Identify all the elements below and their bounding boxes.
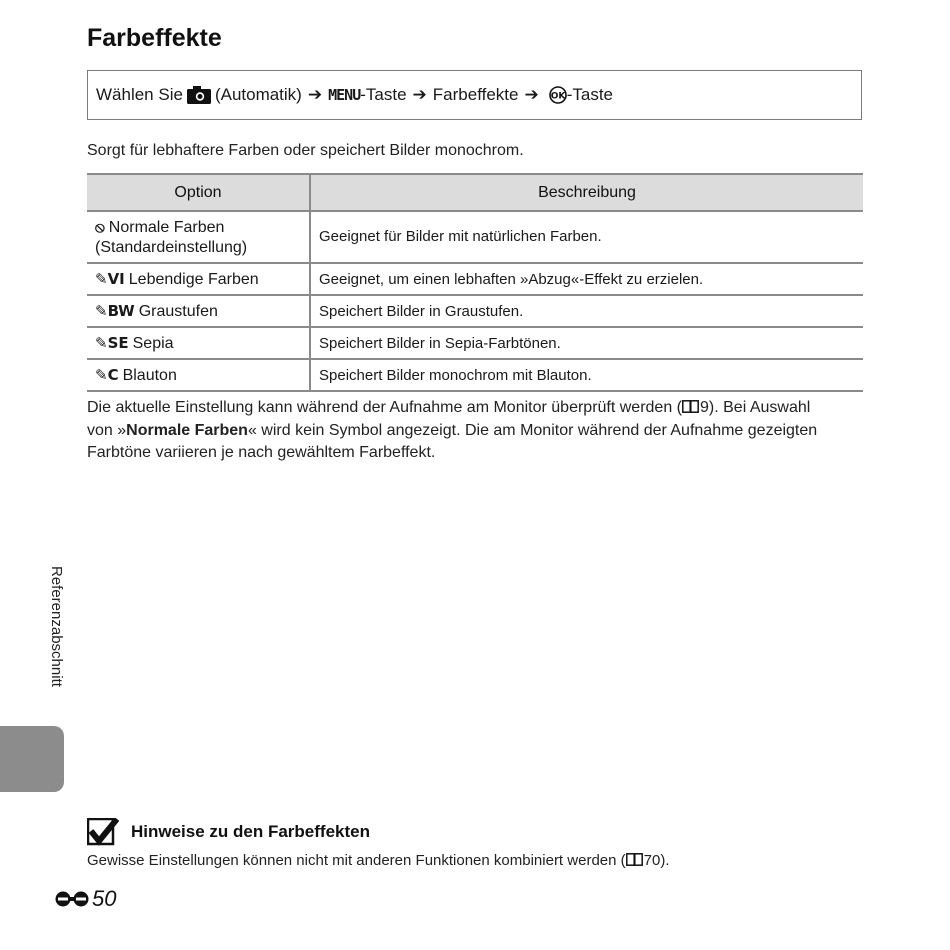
option-label-sub: (Standardeinstellung) — [95, 238, 248, 256]
nav-prefix: Wählen Sie — [96, 85, 183, 104]
svg-text:OK: OK — [550, 91, 566, 102]
note-text: « wird kein Symbol angezeigt. Die am Monitor während der Aufnahme gezeigten Farbtöne variieren je nach gewähltem Farbeffekt. — [87, 421, 818, 461]
option-label: Blauton — [122, 366, 177, 384]
option-cell — [87, 211, 310, 263]
table-row — [87, 263, 863, 295]
header-option: Option — [87, 174, 310, 211]
table-header-row — [87, 174, 863, 211]
section-tab — [0, 726, 64, 792]
option-label: Normale Farben — [108, 218, 225, 236]
ok-suffix: -Taste — [566, 85, 614, 104]
description-cell: Geeignet, um einen lebhaften »Abzug«-Effekt zu erzielen. — [310, 263, 863, 295]
cyanotype-icon: ✎C — [95, 365, 119, 384]
page-number — [54, 886, 116, 912]
note-bold-term: Normale Farben — [126, 421, 248, 439]
sepia-icon: ✎SE — [95, 333, 129, 352]
note-paragraph — [87, 397, 837, 465]
description-cell: Speichert Bilder monochrom mit Blauton. — [310, 359, 863, 391]
note-text: ). Bei Auswahl von » — [87, 399, 811, 439]
hint-body: ). — [660, 852, 670, 869]
table-row — [87, 295, 863, 327]
option-cell — [87, 327, 310, 359]
page-ref[interactable]: 9 — [700, 399, 709, 416]
hint-title: Hinweise zu den Farbeffekten — [131, 822, 370, 841]
nav-mode: (Automatik) — [214, 85, 302, 104]
table-row — [87, 359, 863, 391]
page-number-value: 50 — [92, 886, 117, 911]
option-label: Sepia — [132, 334, 174, 352]
options-table — [87, 173, 863, 392]
description-cell: Speichert Bilder in Sepia-Farbtönen. — [310, 327, 863, 359]
nav-item: Farbeffekte — [432, 85, 519, 104]
option-label: Graustufen — [138, 302, 218, 320]
section-side-label: Referenzabschnitt — [48, 566, 65, 687]
header-description: Beschreibung — [310, 174, 863, 211]
description-cell: Geeignet für Bilder mit natürlichen Farben. — [310, 211, 863, 263]
book-reference-icon — [626, 853, 643, 866]
camera-icon — [187, 86, 211, 104]
description-cell: Speichert Bilder in Graustufen. — [310, 295, 863, 327]
hint-heading — [87, 818, 370, 846]
navigation-path — [87, 70, 862, 120]
vivid-color-icon: ✎VI — [95, 269, 125, 288]
book-reference-icon — [682, 400, 699, 413]
menu-suffix: -Taste — [360, 85, 407, 104]
table-row — [87, 211, 863, 263]
intro-text: Sorgt für lebhaftere Farben oder speichert Bilder monochrom. — [87, 142, 524, 159]
page-ref[interactable]: 70 — [643, 852, 661, 869]
arrow-icon: ➔ — [524, 85, 539, 104]
e-section-icon — [54, 889, 90, 909]
table-row — [87, 327, 863, 359]
option-cell — [87, 295, 310, 327]
check-note-icon — [87, 818, 119, 846]
arrow-icon: ➔ — [412, 85, 427, 104]
option-label: Lebendige Farben — [128, 270, 259, 288]
page-title: Farbeffekte — [87, 24, 222, 52]
normal-color-icon: ⦸ — [95, 217, 105, 236]
ok-button-icon — [549, 86, 567, 104]
monochrome-icon: ✎BW — [95, 301, 135, 320]
hint-body: Gewisse Einstellungen können nicht mit anderen Funktionen kombiniert werden ( — [87, 852, 626, 869]
hint-text — [87, 852, 670, 869]
arrow-icon: ➔ — [307, 85, 323, 104]
menu-key: MENU — [328, 86, 361, 104]
note-text: Die aktuelle Einstellung kann während der Aufnahme am Monitor überprüft werden ( — [87, 399, 682, 416]
option-cell — [87, 263, 310, 295]
option-cell — [87, 359, 310, 391]
